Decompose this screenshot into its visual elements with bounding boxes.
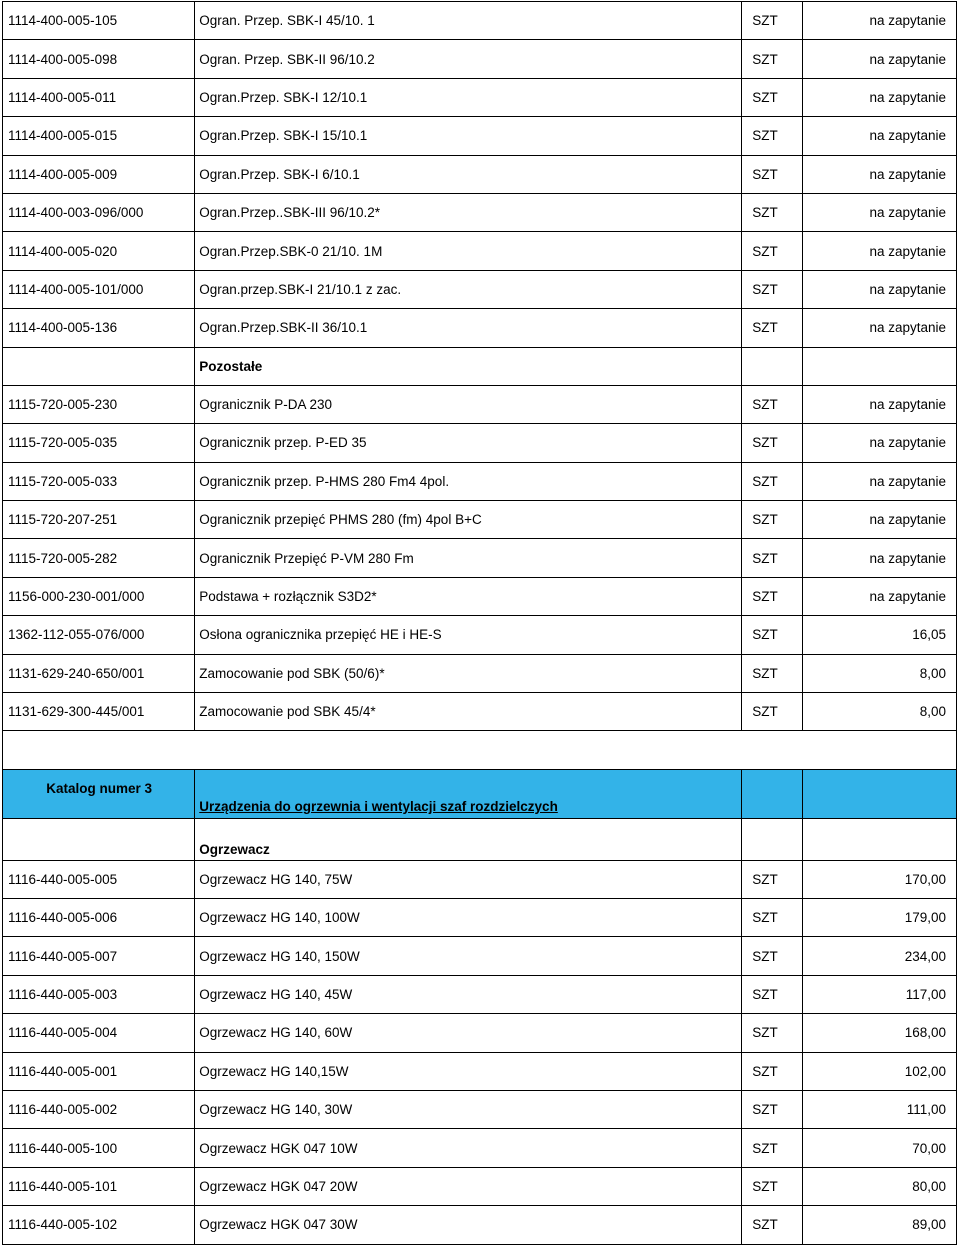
product-name: Ogrzewacz HG 140, 150W [195,937,742,975]
unit: SZT [742,309,803,347]
product-code: 1116-440-005-005 [3,860,195,898]
table-row [3,2,957,40]
unit: SZT [742,616,803,654]
product-name: Ogrzewacz HG 140, 75W [195,860,742,898]
unit: SZT [742,78,803,116]
table-row [3,117,957,155]
product-code: 1114-400-005-136 [3,309,195,347]
price: 111,00 [802,1090,956,1128]
table-row [3,1052,957,1090]
price: na zapytanie [802,424,956,462]
table-row [3,270,957,308]
price: na zapytanie [802,155,956,193]
table-row [3,78,957,116]
unit: SZT [742,2,803,40]
unit: SZT [742,40,803,78]
product-code: 1156-000-230-001/000 [3,577,195,615]
price: 102,00 [802,1052,956,1090]
price: na zapytanie [802,193,956,231]
table-row [3,501,957,539]
product-name: Ogrzewacz HGK 047 10W [195,1129,742,1167]
table-row [3,898,957,936]
unit: SZT [742,860,803,898]
product-code: 1114-400-005-011 [3,78,195,116]
product-code: 1116-440-005-004 [3,1014,195,1052]
product-name: Ogran.Przep. SBK-I 6/10.1 [195,155,742,193]
price: 70,00 [802,1129,956,1167]
product-code: 1116-440-005-003 [3,975,195,1013]
price: 89,00 [802,1206,956,1244]
table-row [3,539,957,577]
product-code: 1116-440-005-006 [3,898,195,936]
price: 179,00 [802,898,956,936]
product-code: 1114-400-005-009 [3,155,195,193]
table-row [3,462,957,500]
price: na zapytanie [802,385,956,423]
table-row [3,193,957,231]
unit: SZT [742,1052,803,1090]
product-name: Ogrzewacz HGK 047 30W [195,1206,742,1244]
product-name: Podstawa + rozłącznik S3D2* [195,577,742,615]
price-list-table [2,1,957,1245]
price: na zapytanie [802,117,956,155]
product-name: Ogranicznik Przepięć P-VM 280 Fm [195,539,742,577]
section-row [3,819,957,860]
product-name: Ogran. Przep. SBK-I 45/10. 1 [195,2,742,40]
product-name: Ogran.Przep.SBK-II 36/10.1 [195,309,742,347]
catalog-header-row [3,769,957,818]
price: na zapytanie [802,232,956,270]
price: 234,00 [802,937,956,975]
product-name: Ogrzewacz HGK 047 20W [195,1167,742,1205]
section-title: Pozostałe [195,347,742,385]
unit: SZT [742,424,803,462]
product-code: 1131-629-240-650/001 [3,654,195,692]
product-name: Ogran.przep.SBK-I 21/10.1 z zac. [195,270,742,308]
unit: SZT [742,577,803,615]
price: 170,00 [802,860,956,898]
unit: SZT [742,232,803,270]
unit: SZT [742,501,803,539]
product-name: Ogrzewacz HG 140, 30W [195,1090,742,1128]
product-name: Ogran. Przep. SBK-II 96/10.2 [195,40,742,78]
product-name: Ogran.Przep. SBK-I 15/10.1 [195,117,742,155]
unit: SZT [742,1206,803,1244]
product-code: 1114-400-005-098 [3,40,195,78]
price: na zapytanie [802,2,956,40]
blank-row [3,731,957,769]
unit: SZT [742,975,803,1013]
product-code: 1114-400-005-015 [3,117,195,155]
table-row [3,693,957,731]
product-code: 1114-400-003-096/000 [3,193,195,231]
table-row [3,577,957,615]
unit: SZT [742,1090,803,1128]
empty-cell [3,347,195,385]
section-title: Ogrzewacz [195,819,742,860]
empty-cell [3,819,195,860]
product-name: Zamocowanie pod SBK 45/4* [195,693,742,731]
table-row [3,616,957,654]
product-code: 1116-440-005-100 [3,1129,195,1167]
product-code: 1362-112-055-076/000 [3,616,195,654]
product-name: Ogrzewacz HG 140, 45W [195,975,742,1013]
product-name: Ogranicznik przepięć PHMS 280 (fm) 4pol B+C [195,501,742,539]
section-pozostale [3,347,957,385]
rows-top [3,2,957,348]
product-code: 1116-440-005-101 [3,1167,195,1205]
catalog-title: Urządzenia do ogrzewnia i wentylacji szaf rozdzielczych [195,769,742,818]
table-row [3,1167,957,1205]
table-row [3,385,957,423]
price: na zapytanie [802,270,956,308]
price: na zapytanie [802,462,956,500]
price: na zapytanie [802,577,956,615]
price: na zapytanie [802,309,956,347]
empty-cell [742,819,803,860]
product-name: Ogrzewacz HG 140,15W [195,1052,742,1090]
price: na zapytanie [802,539,956,577]
product-name: Ogrzewacz HG 140, 100W [195,898,742,936]
unit: SZT [742,385,803,423]
product-code: 1116-440-005-102 [3,1206,195,1244]
table-row [3,937,957,975]
table-row [3,309,957,347]
price: 8,00 [802,654,956,692]
unit: SZT [742,539,803,577]
empty-cell [802,347,956,385]
empty-cell [802,819,956,860]
unit: SZT [742,1129,803,1167]
price: 168,00 [802,1014,956,1052]
table-row [3,1014,957,1052]
product-name: Ogranicznik przep. P-ED 35 [195,424,742,462]
price: na zapytanie [802,501,956,539]
table-row [3,40,957,78]
unit: SZT [742,1014,803,1052]
table-row [3,860,957,898]
product-name: Ogranicznik przep. P-HMS 280 Fm4 4pol. [195,462,742,500]
product-name: Ogranicznik P-DA 230 [195,385,742,423]
product-code: 1115-720-005-035 [3,424,195,462]
product-code: 1131-629-300-445/001 [3,693,195,731]
product-name: Ogrzewacz HG 140, 60W [195,1014,742,1052]
unit: SZT [742,117,803,155]
product-name: Ogran.Przep..SBK-III 96/10.2* [195,193,742,231]
table-row [3,654,957,692]
price: 117,00 [802,975,956,1013]
product-code: 1115-720-207-251 [3,501,195,539]
table-row [3,1206,957,1244]
product-code: 1115-720-005-033 [3,462,195,500]
table-row [3,232,957,270]
rows-ogrzewacz [3,860,957,1244]
product-code: 1114-400-005-020 [3,232,195,270]
product-name: Ogran.Przep.SBK-0 21/10. 1M [195,232,742,270]
unit: SZT [742,654,803,692]
catalog-label: Katalog numer 3 [3,769,195,818]
section-row [3,347,957,385]
unit: SZT [742,937,803,975]
empty-cell [742,769,803,818]
table-row [3,975,957,1013]
catalog-block [3,731,957,860]
product-code: 1115-720-005-282 [3,539,195,577]
product-name: Ogran.Przep. SBK-I 12/10.1 [195,78,742,116]
table-row [3,424,957,462]
price: 8,00 [802,693,956,731]
table-row [3,155,957,193]
product-name: Zamocowanie pod SBK (50/6)* [195,654,742,692]
empty-cell [3,731,957,769]
unit: SZT [742,462,803,500]
product-code: 1116-440-005-001 [3,1052,195,1090]
empty-cell [742,347,803,385]
product-code: 1116-440-005-002 [3,1090,195,1128]
unit: SZT [742,898,803,936]
empty-cell [802,769,956,818]
unit: SZT [742,1167,803,1205]
product-code: 1116-440-005-007 [3,937,195,975]
unit: SZT [742,193,803,231]
product-code: 1115-720-005-230 [3,385,195,423]
price: na zapytanie [802,40,956,78]
price: 80,00 [802,1167,956,1205]
price: 16,05 [802,616,956,654]
product-code: 1114-400-005-105 [3,2,195,40]
rows-pozostale [3,385,957,731]
product-name: Osłona ogranicznika przepięć HE i HE-S [195,616,742,654]
unit: SZT [742,270,803,308]
price: na zapytanie [802,78,956,116]
table-row [3,1129,957,1167]
unit: SZT [742,693,803,731]
product-code: 1114-400-005-101/000 [3,270,195,308]
unit: SZT [742,155,803,193]
table-row [3,1090,957,1128]
